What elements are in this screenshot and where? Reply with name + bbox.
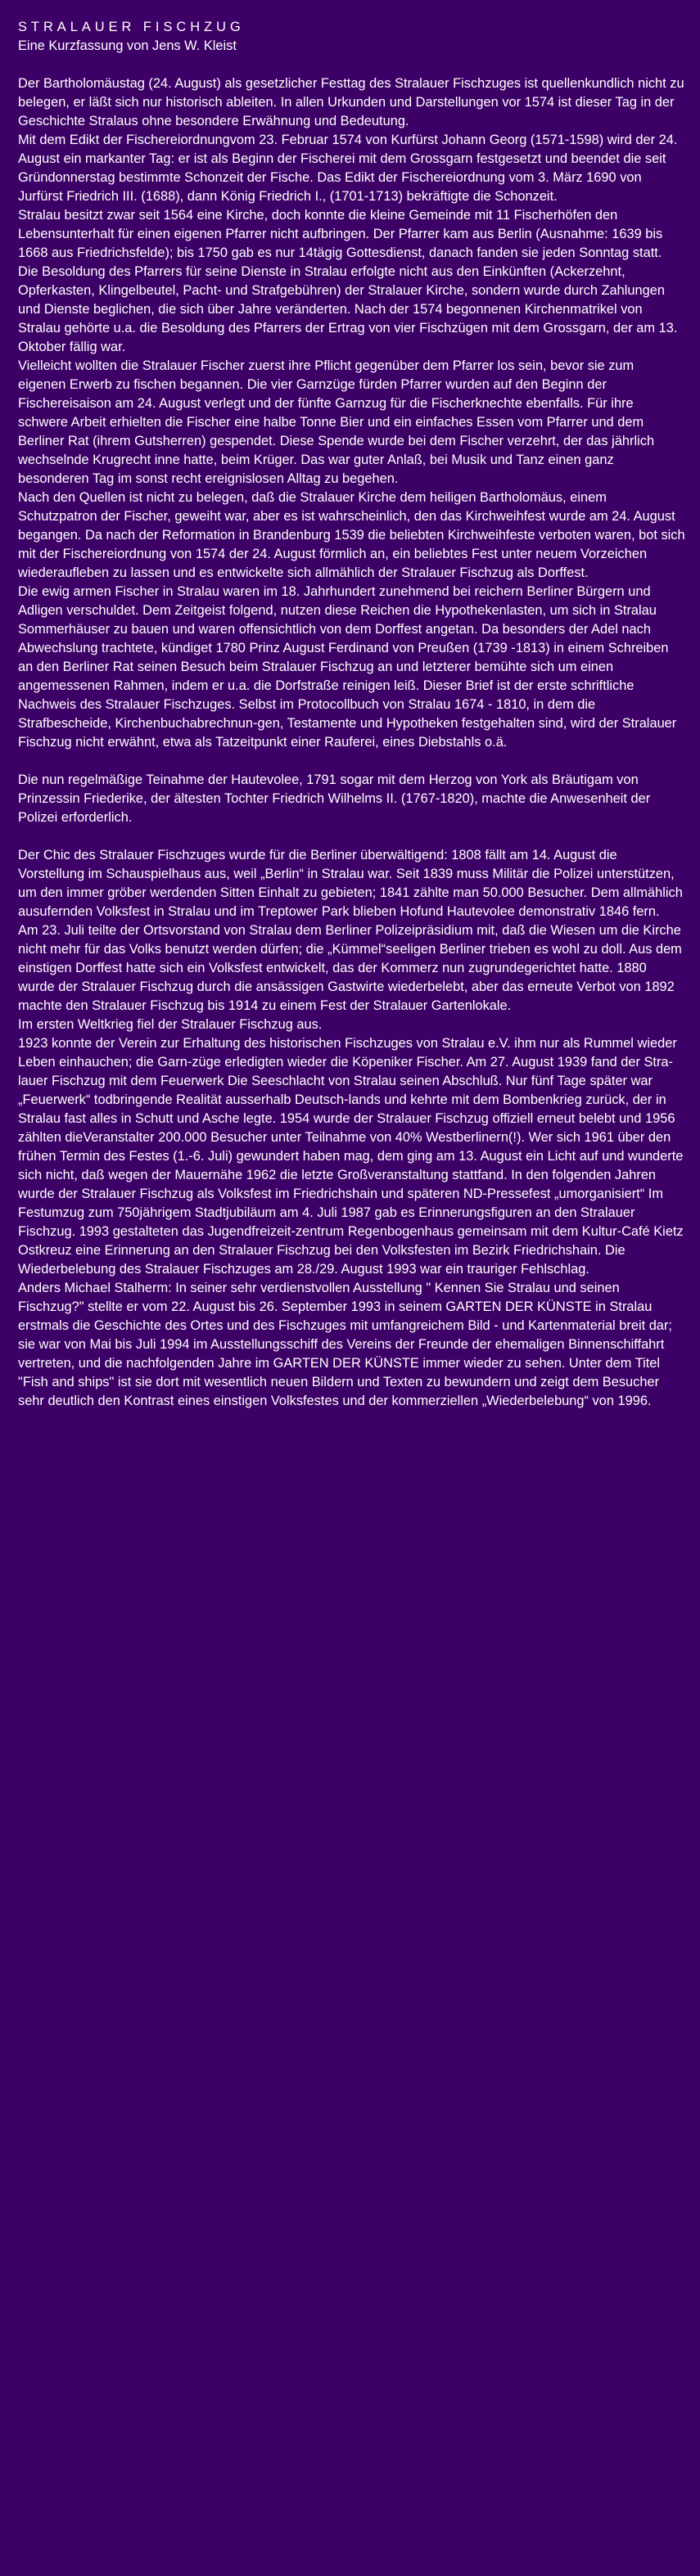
paragraph: Vielleicht wollten die Stralauer Fischer zuerst ihre Pflicht gegenüber dem Pfarrer los sein, bevor sie zum eigenen Erwerb zu fischen begannen. Die vier Garnzüge fürden Pfarrer wurden auf den Beginn der Fischereisaison am 24. August verlegt und der fünfte Garnzug für die Fischerknechte ebenfalls. Für ihre schwere Arbeit erhielten die Fischer eine halbe Tonne Bier und ein einfaches Essen vom Pfarrer und dem Berliner Rat (ihrem Gutsherren) gespendet. Diese Spende wurde bei dem Fischer verzehrt, der das jährlich wechselnde Krugrecht inne hatte, beim Krüger. Das war guter Anlaß, bei Musik und Tanz einen ganz besonderen Tag im sonst recht ereignislosen Alltag zu begehen.: [18, 358, 655, 486]
paragraph: Nach den Quellen ist nicht zu belegen, daß die Stralauer Kirche dem heiligen Bartholomäus, einem Schutzpatron der Fischer, geweiht war, aber es ist wahrscheinlich, den das Kirchweihfest wurde am 24. August begangen. Da nach der Reformation in Brandenburg 1539 die beliebten Kirchweihfeste verboten waren, bot sich mit der Fischereiordnung von 1574 der 24. August förmlich an, ein beliebtes Fest unter neuem Vorzeichen wiederaufleben zu lassen und es entwickelte sich allmählich der Stralauer Fischzug als Dorffest.: [18, 490, 685, 580]
paragraph: Mit dem Edikt der Fischereiordnungvom 23. Februar 1574 von Kurfürst Johann Georg (1571-1598) wird der 24. August ein markanter Tag: er ist als Beginn der Fischerei mit dem Grossgarn festgesetzt und beendet die seit Gründonnerstag bestimmte Schonzeit der Fische. Das Edikt der Fischereiordnung vom 3. März 1690 von Jurfürst Friedrich III. (1688), dann König Friedrich I., (1701-1713) bekräftigte die Schonzeit.: [18, 133, 678, 204]
paragraph: Die Besoldung des Pfarrers für seine Dienste in Stralau erfolgte nicht aus den Einkünften (Ackerzehnt, Opferkasten, Klingelbeutel, Pacht- und Strafgebühren) der Stralauer Kirche, sondern wurde durch Zahlungen und Dienste beglichen, die sich über Jahre veränderten. Nach der 1574 begonnenen Kirchenmatrikel von Stralau gehörte u.a. die Besoldung des Pfarrers der Ertrag von vier Fischzügen mit dem Grossgarn, der am 13. Oktober fällig war.: [18, 264, 678, 354]
paragraph: Anders Michael Stalherm: In seiner sehr verdienstvollen Ausstellung " Kennen Sie Stralau und seinen Fischzug?" stellte er vom 22. August bis 26. September 1993 in seinem GARTEN DER KÜNSTE in Stralau erstmals die Geschichte des Ortes und des Fischzuges mit umfangreichem Bild - und Kartenmaterial breit dar; sie war von Mai bis Juli 1994 im Ausstellungsschiff des Vereins der Freunde der ehemaligen Binnenschiffahrt vertreten, und die nachfolgenden Jahre im GARTEN DER KÜNSTE immer wieder zu sehen. Unter dem Titel "Fish and ships" ist sie dort mit wesentlich neuen Bildern und Texten zu bewundern und zeigt dem Besucher sehr deutlich den Kontrast eines einstigen Volksfestes und der kommerziellen „Wiederbelebung“ von 1996.: [18, 1281, 672, 1408]
paragraph: Der Chic des Stralauer Fischzuges wurde für die Berliner überwältigend: 1808 fällt am 14. August die Vorstellung im Schauspielhaus aus, weil „Berlin“ in Stralau war. Seit 1839 muss Militär die Polizei unterstützen, um den immer gröber werdenden Sitten Einhalt zu gebieten; 1841 zählte man 50.000 Besucher. Dem allmählich ausufernden Volksfest in Stralau und im Treptower Park blieben Hofund Hautevolee demonstrativ 1846 fern.: [18, 848, 683, 919]
article-body: [18, 74, 685, 1411]
paragraph: Stralau besitzt zwar seit 1564 eine Kirche, doch konnte die kleine Gemeinde mit 11 Fischerhöfen den Lebensunterhalt für einen eigenen Pfarrer nicht aufbringen. Der Pfarrer kam aus Berlin (Ausnahme: 1639 bis 1668 aus Friedrichsfelde); bis 1750 gab es nur 14tägig Gottesdienst, danach fanden sie jeden Sonntag statt.: [18, 208, 663, 260]
paragraph: Der Bartholomäustag (24. August) als gesetzlicher Festtag des Stralauer Fischzuges ist quellenkundlich nicht zu belegen, er läßt sich nur historisch ableiten. In allen Urkunden und Darstellungen vor 1574 ist dieser Tag in der Geschichte Stralaus ohne besondere Erwähnung und Bedeutung.: [18, 76, 684, 128]
paragraph: 1923 konnte der Verein zur Erhaltung des historischen Fischzuges von Stralau e.V. ihm nur als Rummel wieder Leben einhauchen; die Garn-züge erledigten wieder die Köpeniker Fischer. Am 27. August 1939 fand der Stra-lauer Fischzug mit dem Feuerwerk Die Seeschlacht von Stralau seinen Abschluß. Nur fünf Tage später war „Feuerwerk“ todbringende Realität ausserhalb Deutsch-lands und kehrte mit dem Bombenkrieg zurück, der in Stralau fast alles in Schutt und Asche legte. 1954 wurde der Stralauer Fischzug offiziell erneut belebt und 1956 zählten dieVeranstalter 200.000 Besucher unter Teilnahme von 40% Westberlinern(!). Wer sich 1961 über den frühen Termin des Festes (1.-6. Juli) gewundert haben mag, dem ging am 13. August ein Licht auf und wunderte sich nicht, daß wegen der Mauernähe 1962 die letzte Großveranstaltung stattfand. In den folgenden Jahren wurde der Stralauer Fischzug als Volksfest im Friedrichshain und späteren ND-Pressefest „umorganisiert“ Im Festumzug zum 750jährigem Stadtjubiläum am 4. Juli 1987 gab es Erinnerungsfiguren an den Stralauer Fischzug. 1993 gestalteten das Jugendfreizeit-zentrum Regenbogenhaus gemeinsam mit dem Kultur-Café Kietz Ostkreuz eine Erinnerung an den Stralauer Fischzug bei den Volksfesten im Bezirk Friedrichshain. Die Wiederbelebung des Stralauer Fischzuges am 28./29. August 1993 war ein trauriger Fehlschlag.: [18, 1036, 684, 1277]
article-title: STRALAUER FISCHZUG: [18, 20, 245, 34]
article-subtitle: Eine Kurzfassung von Jens W. Kleist: [18, 38, 237, 53]
paragraph: Im ersten Weltkrieg fiel der Stralauer Fischzug aus.: [18, 1017, 323, 1032]
text-section: [18, 771, 685, 827]
text-section: [18, 846, 685, 1411]
paragraph: Am 23. Juli teilte der Ortsvorstand von Stralau dem Berliner Polizeipräsidium mit, daß die Wiesen um die Kirche nicht mehr für das Volks benutzt werden dürfen; die „Kümmel“seeligen Berliner trieben es wohl zu doll. Aus dem einstigen Dorffest hatte sich ein Volksfest entwickelt, das der Kommerz nun zugrundegerichtet hatte. 1880 wurde der Stralauer Fischzug durch die ansässigen Gastwirte wiederbelebt, aber das erneute Verbot von 1892 machte den Stralauer Fischzug bis 1914 zu einem Fest der Stralauer Gartenlokale.: [18, 923, 682, 1013]
paragraph: Die nun regelmäßige Teinahme der Hautevolee, 1791 sogar mit dem Herzog von York als Bräutigam von Prinzessin Friederike, der ältesten Tochter Friedrich Wilhelms II. (1767-1820), machte die Anwesenheit der Polizei erforderlich.: [18, 772, 651, 825]
paragraph: Die ewig armen Fischer in Stralau waren im 18. Jahrhundert zunehmend bei reichern Berliner Bürgern und Adligen verschuldet. Dem Zeitgeist folgend, nutzen diese Reichen die Hypothekenlasten, um sich in Stralau Sommerhäuser zu bauen und waren offensichtlich von dem Dorffest angetan. Da besonders der Adel nach Abwechslung trachtete, kündiget 1780 Prinz August Ferdinand von Preußen (1739 -1813) in einem Schreiben an den Berliner Rat seinen Besuch beim Stralauer Fischzug an und letzterer bemühte sich um einen angemessenen Rahmen, indem er u.a. die Dorfstraße reinigen leiß. Dieser Brief ist der erste schriftliche Nachweis des Stralauer Fischzuges. Selbst im Protocollbuch von Stralau 1674 - 1810, in dem die Strafbescheide, Kirchenbuchabrechnun-gen, Testamente und Hypotheken festgehalten sind, wird der Stralauer Fischzug nicht erwähnt, etwa als Tatzeitpunkt einer Rauferei, eines Diebstahls o.ä.: [18, 584, 677, 750]
text-section: [18, 74, 685, 752]
